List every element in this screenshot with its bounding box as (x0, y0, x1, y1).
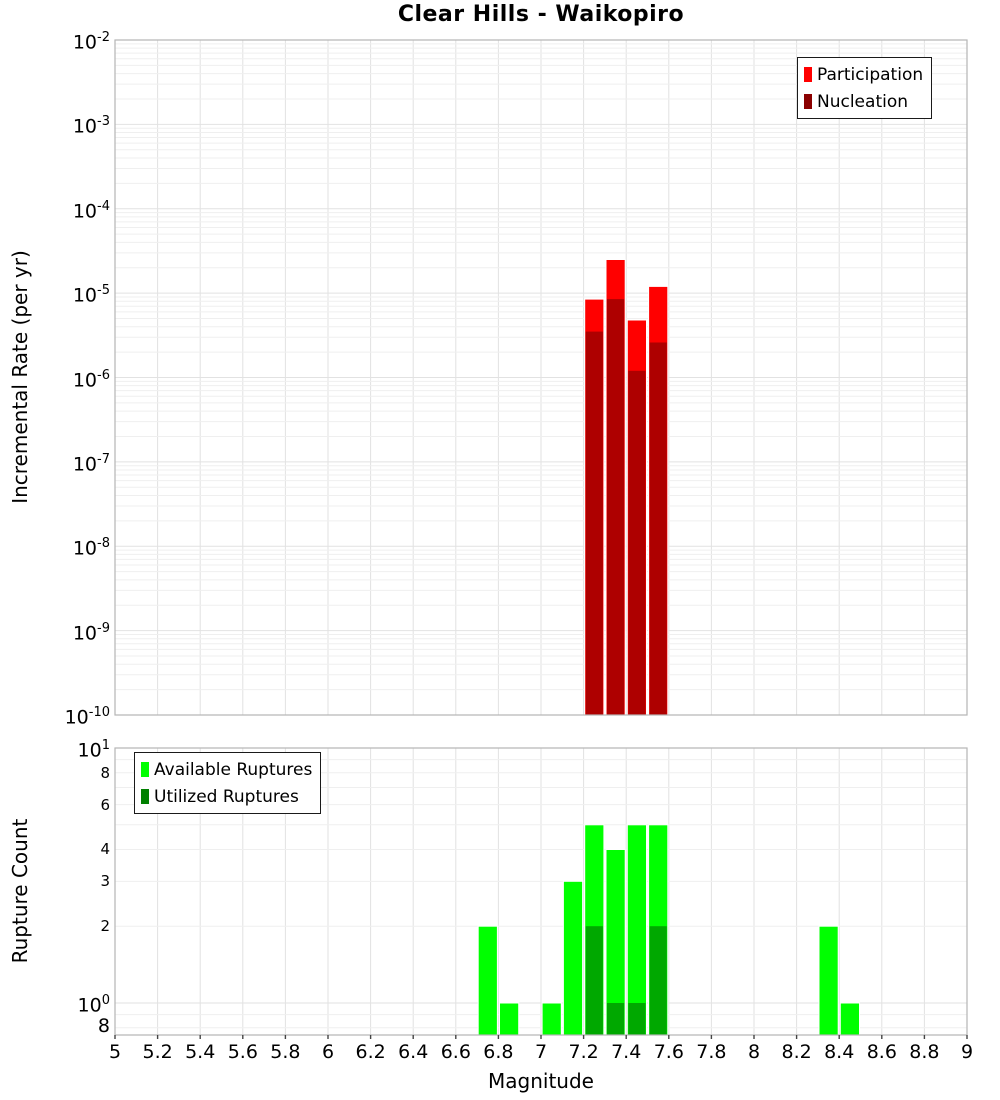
x-tick-label: 8.8 (909, 1041, 940, 1063)
legend-label-participation: Participation (817, 64, 924, 85)
x-tick-label: 7 (534, 1041, 548, 1063)
available-bar (819, 926, 838, 1035)
nucleation-bar (586, 332, 603, 715)
x-tick-label: 6.2 (355, 1041, 386, 1063)
x-tick-label: 6.6 (440, 1041, 471, 1063)
y-tick-label-rate: $10^{-10}$ (64, 705, 110, 729)
x-tick-label: 8.6 (866, 1041, 897, 1063)
legend-label-nucleation: Nucleation (817, 91, 909, 112)
y-tick-label-rate: $10^{-2}$ (72, 30, 110, 54)
x-tick-label: 9 (960, 1041, 974, 1063)
legend-count-panel (134, 752, 321, 814)
utilized-bar (586, 926, 603, 1035)
x-tick-label: 5.4 (185, 1041, 216, 1063)
x-tick-label: 6 (321, 1041, 335, 1063)
y-tick-label-count: 2 (100, 917, 110, 936)
utilized-bar (607, 1003, 624, 1035)
legend-marker-nucleation (804, 94, 812, 109)
legend-marker-participation (804, 67, 812, 82)
y-tick-label-count: $10^0$ (77, 993, 110, 1017)
legend-marker-available-ruptures (141, 762, 149, 777)
legend-item-utilized-ruptures (141, 783, 312, 810)
x-tick-marks (115, 1035, 967, 1039)
legend-marker-utilized-ruptures (141, 789, 149, 804)
x-tick-label: 8.2 (781, 1041, 812, 1063)
nucleation-bar (607, 299, 624, 715)
available-bar (478, 926, 497, 1035)
legend-label-available-ruptures: Available Ruptures (154, 759, 313, 780)
y-tick-label-rate: $10^{-3}$ (72, 114, 110, 138)
legend-item-participation (804, 61, 923, 88)
available-bar (840, 1003, 859, 1035)
y-tick-label-count: 3 (100, 872, 110, 891)
x-tick-label: 8 (747, 1041, 761, 1063)
available-bar (500, 1003, 519, 1035)
y-tick-label-rate: $10^{-8}$ (72, 536, 110, 560)
y-tick-label-rate: $10^{-9}$ (72, 620, 110, 644)
x-tick-label: 5.6 (227, 1041, 258, 1063)
utilized-bar (650, 926, 667, 1035)
y-tick-label-rate: $10^{-7}$ (72, 451, 110, 476)
x-tick-label: 6.4 (398, 1041, 429, 1063)
legend-rate-panel (797, 57, 932, 119)
y-tick-label-count: 4 (100, 840, 110, 859)
x-tick-label: 7.6 (653, 1041, 684, 1063)
nucleation-bar (650, 343, 667, 716)
legend-item-nucleation (804, 88, 923, 115)
y-tick-label-count: 6 (100, 795, 110, 814)
y-axis-label-count: Rupture Count (8, 818, 32, 963)
x-tick-label: 5.8 (270, 1041, 301, 1063)
y-axis-label-rate: Incremental Rate (per yr) (8, 249, 32, 504)
x-tick-label: 5 (108, 1041, 122, 1063)
y-tick-label-count: 8 (97, 1014, 110, 1037)
x-axis-label: Magnitude (488, 1069, 594, 1093)
available-bar (563, 881, 582, 1035)
y-tick-label-count: $10^1$ (77, 738, 110, 762)
utilized-bar (628, 1003, 645, 1035)
chart-title: Clear Hills - Waikopiro (397, 2, 685, 27)
x-tick-label: 8.4 (824, 1041, 855, 1063)
available-bar (542, 1003, 561, 1035)
y-tick-label-rate: $10^{-5}$ (72, 283, 110, 307)
legend-label-utilized-ruptures: Utilized Ruptures (154, 786, 299, 807)
legend-item-available-ruptures (141, 756, 312, 783)
x-tick-label: 5.2 (142, 1041, 173, 1063)
x-tick-label: 6.8 (483, 1041, 514, 1063)
nucleation-bar (628, 371, 645, 715)
x-tick-label: 7.8 (696, 1041, 727, 1063)
x-tick-label: 7.4 (611, 1041, 642, 1063)
y-tick-label-rate: $10^{-4}$ (72, 198, 110, 223)
y-tick-label-rate: $10^{-6}$ (72, 367, 110, 391)
x-tick-label: 7.2 (568, 1041, 599, 1063)
y-tick-label-count: 8 (100, 763, 110, 782)
rate-panel-grid (115, 40, 967, 715)
